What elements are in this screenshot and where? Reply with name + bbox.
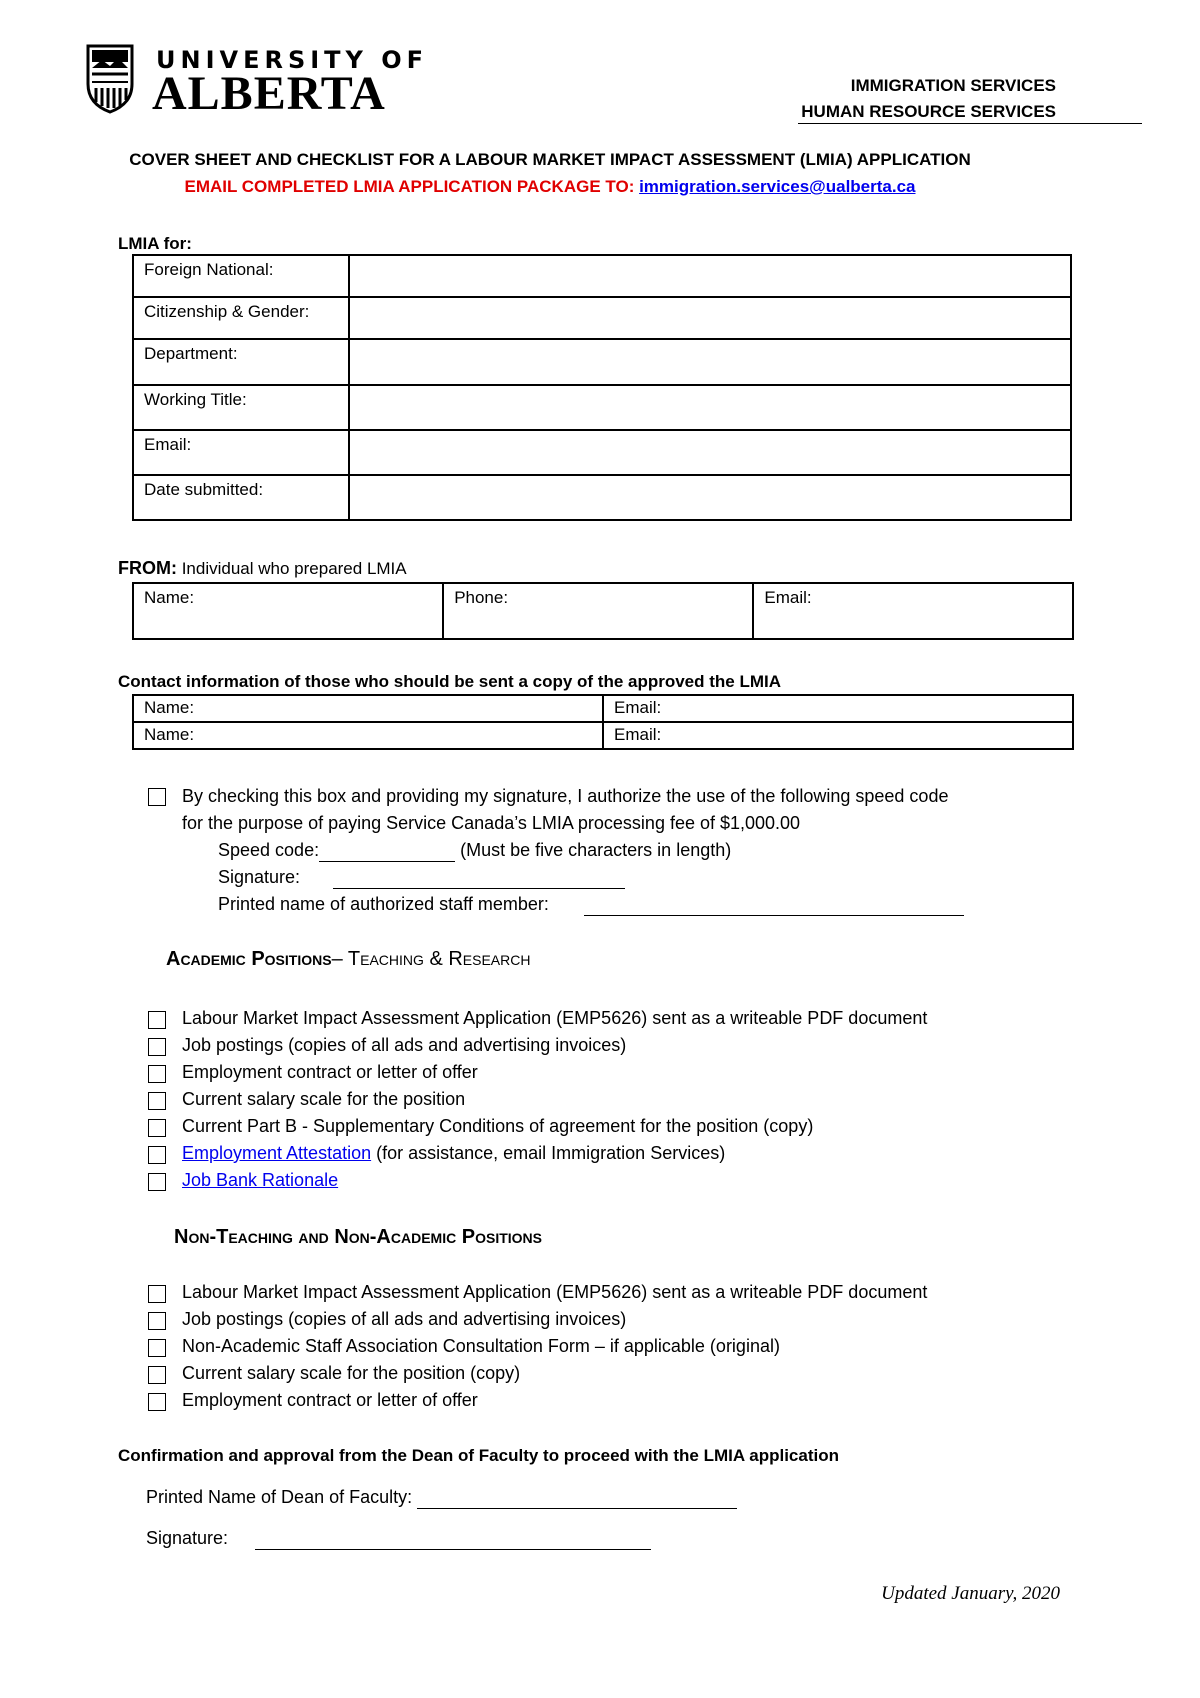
from-label-line	[118, 558, 407, 579]
dean-name-input[interactable]	[417, 1487, 737, 1509]
speed-code-note: (Must be five characters in length)	[460, 840, 732, 860]
lmia-field-label: Department:	[133, 339, 349, 385]
academic-checklist	[148, 1008, 1048, 1197]
lmia-field-label: Email:	[133, 430, 349, 475]
email-instruction	[0, 177, 1100, 197]
academic-item-checkbox[interactable]	[148, 1173, 166, 1191]
nonacademic-item-checkbox[interactable]	[148, 1393, 166, 1411]
contact-name-field[interactable]: Name:	[133, 695, 603, 722]
checklist-item	[148, 1062, 1048, 1089]
printed-name-input[interactable]	[584, 894, 964, 916]
checklist-item	[148, 1116, 1048, 1143]
dean-signature-label: Signature:	[146, 1528, 229, 1548]
dean-signature-row	[146, 1528, 651, 1550]
citizenship-gender-input[interactable]	[349, 297, 1071, 339]
employment-attestation-note: (for assistance, email Immigration Services)	[371, 1143, 726, 1163]
lmia-field-label: Date submitted:	[133, 475, 349, 520]
dean-name-label: Printed Name of Dean of Faculty:	[146, 1487, 413, 1507]
checklist-item	[148, 1008, 1048, 1035]
foreign-national-input[interactable]	[349, 255, 1071, 297]
updated-date: Updated January, 2020	[881, 1583, 1060, 1604]
nonacademic-item-checkbox[interactable]	[148, 1339, 166, 1357]
academic-item-text: Labour Market Impact Assessment Application (EMP5626) sent as a writeable PDF document	[182, 1008, 928, 1028]
department-input[interactable]	[349, 339, 1071, 385]
employment-attestation-link[interactable]: Employment Attestation	[182, 1143, 372, 1163]
nonacademic-item-text: Non-Academic Staff Association Consultation Form – if applicable (original)	[182, 1336, 780, 1356]
job-bank-rationale-link[interactable]: Job Bank Rationale	[182, 1170, 339, 1190]
logo-alberta: ALBERTA	[152, 67, 386, 120]
checklist-item	[148, 1143, 1048, 1170]
checklist-item	[148, 1170, 1048, 1197]
contact-email-field[interactable]: Email:	[603, 722, 1073, 749]
academic-heading-bold: Academic Positions	[166, 948, 332, 970]
authorization-text-line2: for the purpose of paying Service Canada’s LMIA processing fee of $1,000.00	[182, 813, 801, 833]
nonacademic-positions-heading: Non-Teaching and Non-Academic Positions	[174, 1226, 542, 1248]
authorize-speed-code-checkbox[interactable]	[148, 788, 166, 806]
nonacademic-item-text: Current salary scale for the position (copy)	[182, 1363, 521, 1383]
lmia-field-label: Citizenship & Gender:	[133, 297, 349, 339]
academic-positions-heading	[166, 948, 530, 971]
dean-signature-input[interactable]	[255, 1528, 651, 1550]
from-label: FROM:	[118, 558, 177, 578]
email-instruction-text: EMAIL COMPLETED LMIA APPLICATION PACKAGE TO:	[184, 177, 640, 196]
authorization-signature-label: Signature:	[218, 867, 301, 887]
dean-name-row	[146, 1487, 737, 1509]
printed-name-label: Printed name of authorized staff member:	[218, 894, 549, 914]
lmia-email-input[interactable]	[349, 430, 1071, 475]
speed-code-input[interactable]	[319, 840, 455, 862]
header-human-resource-services: HUMAN RESOURCE SERVICES	[801, 102, 1056, 121]
academic-item-checkbox[interactable]	[148, 1038, 166, 1056]
academic-item-checkbox[interactable]	[148, 1119, 166, 1137]
contacts-label: Contact information of those who should be sent a copy of the approved the LMIA	[118, 672, 782, 691]
checklist-item	[148, 1089, 1048, 1116]
lmia-field-label: Working Title:	[133, 385, 349, 430]
header-divider	[798, 123, 1142, 124]
speed-code-row	[218, 840, 731, 862]
checklist-item	[148, 1282, 1048, 1309]
nonacademic-checklist	[148, 1282, 1048, 1417]
academic-item-text: Current Part B - Supplementary Conditions of agreement for the position (copy)	[182, 1116, 814, 1136]
checklist-item	[148, 1035, 1048, 1062]
from-name-field[interactable]: Name:	[133, 583, 443, 639]
academic-item-checkbox[interactable]	[148, 1011, 166, 1029]
authorization-signature-input[interactable]	[333, 867, 625, 889]
date-submitted-input[interactable]	[349, 475, 1071, 520]
academic-item-checkbox[interactable]	[148, 1092, 166, 1110]
header-immigration-services: IMMIGRATION SERVICES	[850, 76, 1056, 95]
academic-item-text	[182, 1143, 725, 1164]
checklist-item	[148, 1390, 1048, 1417]
contacts-table	[132, 694, 1074, 750]
nonacademic-item-checkbox[interactable]	[148, 1312, 166, 1330]
academic-item-text: Employment contract or letter of offer	[182, 1062, 478, 1082]
university-crest-logo	[84, 44, 136, 114]
lmia-field-label: Foreign National:	[133, 255, 349, 297]
lmia-for-table	[132, 254, 1072, 521]
authorization-text-line1: By checking this box and providing my signature, I authorize the use of the following speed code	[182, 786, 949, 806]
page-title: COVER SHEET AND CHECKLIST FOR A LABOUR MARKET IMPACT ASSESSMENT (LMIA) APPLICATION	[129, 150, 971, 169]
academic-item-checkbox[interactable]	[148, 1065, 166, 1083]
nonacademic-item-text: Labour Market Impact Assessment Application (EMP5626) sent as a writeable PDF document	[182, 1282, 928, 1302]
from-email-field[interactable]: Email:	[753, 583, 1073, 639]
from-table	[132, 582, 1074, 640]
from-phone-field[interactable]: Phone:	[443, 583, 753, 639]
signature-row	[218, 867, 625, 889]
nonacademic-item-checkbox[interactable]	[148, 1366, 166, 1384]
contact-name-field[interactable]: Name:	[133, 722, 603, 749]
dean-confirmation-heading: Confirmation and approval from the Dean of Faculty to proceed with the LMIA application	[118, 1446, 839, 1465]
nonacademic-item-text: Job postings (copies of all ads and advertising invoices)	[182, 1309, 627, 1329]
checklist-item	[148, 1336, 1048, 1363]
working-title-input[interactable]	[349, 385, 1071, 430]
nonacademic-item-text: Employment contract or letter of offer	[182, 1390, 478, 1410]
academic-heading-rest: – Teaching & Research	[331, 948, 531, 970]
academic-item-text: Job postings (copies of all ads and advertising invoices)	[182, 1035, 627, 1055]
academic-item-checkbox[interactable]	[148, 1146, 166, 1164]
academic-item-text: Current salary scale for the position	[182, 1089, 466, 1109]
lmia-for-label: LMIA for:	[118, 234, 192, 253]
checklist-item	[148, 1363, 1048, 1390]
logo-university-of: UNIVERSITY OF	[156, 46, 429, 74]
speed-code-label: Speed code:	[218, 840, 320, 860]
printed-name-row	[218, 894, 964, 916]
from-description: Individual who prepared LMIA	[176, 559, 407, 578]
nonacademic-item-checkbox[interactable]	[148, 1285, 166, 1303]
email-link[interactable]: immigration.services@ualberta.ca	[639, 177, 916, 196]
checklist-item	[148, 1309, 1048, 1336]
contact-email-field[interactable]: Email:	[603, 695, 1073, 722]
academic-item-text	[182, 1170, 338, 1191]
